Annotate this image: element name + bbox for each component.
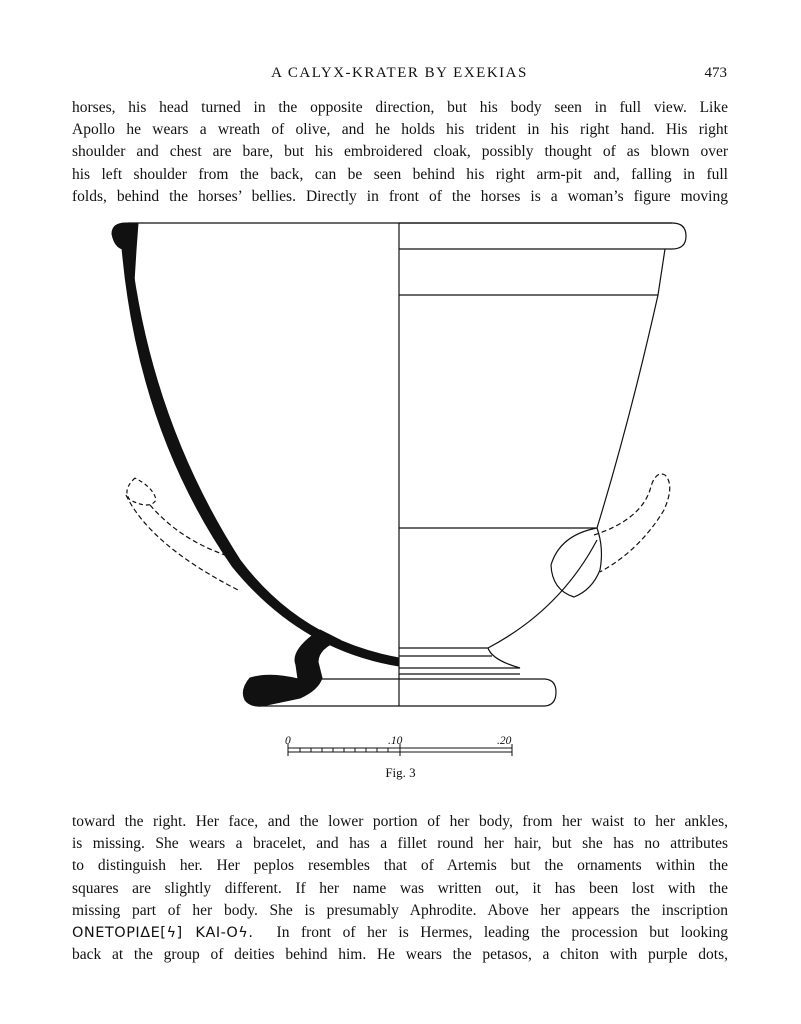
page-number: 473	[704, 65, 727, 81]
text-line: is missing. She wears a bracelet, and has a fillet round her hair, but she has no attributes	[72, 835, 728, 853]
left-wall-profile	[122, 248, 399, 666]
text-line: missing part of her body. She is presumably Aphrodite. Above her appears the inscription	[72, 901, 728, 919]
right-body-wall	[597, 295, 658, 528]
right-rim-lip	[399, 223, 686, 249]
right-rim-band	[399, 249, 665, 295]
figure-caption: Fig. 3	[385, 765, 416, 780]
text-line: back at the group of deities behind him. He wears the petasos, a chiton with purple dots,	[72, 946, 728, 964]
left-rim-profile	[112, 223, 138, 298]
running-title: A CALYX-KRATER BY EXEKIAS	[271, 65, 528, 81]
left-handle-inner	[150, 505, 228, 556]
text-line: his left shoulder from the back, can be seen behind his right arm-pit and, falling in full	[72, 165, 728, 183]
text-line: horses, his head turned in the opposite direction, but his body seen in full view. Like	[72, 99, 728, 116]
left-handle-loop	[127, 478, 156, 505]
left-handle-outer	[126, 495, 238, 590]
running-header	[72, 63, 727, 85]
scale-label-10: .10	[388, 735, 403, 747]
text-line: shoulder and chest are bare, but his embroidered cloak, possibly thought of as blown over	[72, 143, 728, 161]
inscription-line	[72, 922, 728, 944]
text-line: toward the right. Her face, and the lower portion of her body, from her waist to her ankles,	[72, 813, 728, 830]
right-lower-body	[399, 540, 597, 648]
text-line: Apollo he wears a wreath of olive, and he holds his trident in his right hand. His right	[72, 121, 728, 139]
greek-inscription: ΟΝΕΤΟΡΙΔΕ[ϟ] ΚΑΙ-Οϟ.	[72, 925, 254, 942]
scale-label-0: 0	[285, 735, 291, 747]
text-line: folds, behind the horses’ bellies. Directly in front of the horses is a woman’s figure moving	[72, 187, 728, 205]
left-foot-profile	[243, 630, 340, 706]
paragraph-top	[72, 97, 728, 208]
text-line: squares are slightly different. If her name was written out, it has been lost with the	[72, 879, 728, 897]
inscription-line-text: In front of her is Hermes, leading the procession but looking	[276, 924, 728, 942]
right-handle-root	[551, 528, 601, 597]
right-handle-dashed	[594, 474, 670, 572]
scale-label-20: .20	[497, 735, 512, 747]
right-stem-curve	[399, 648, 520, 668]
right-foot-edge	[399, 679, 556, 706]
text-line: to distinguish her. Her peplos resembles that of Artemis but the ornaments within the	[72, 857, 728, 875]
paragraph-bottom	[72, 811, 728, 966]
